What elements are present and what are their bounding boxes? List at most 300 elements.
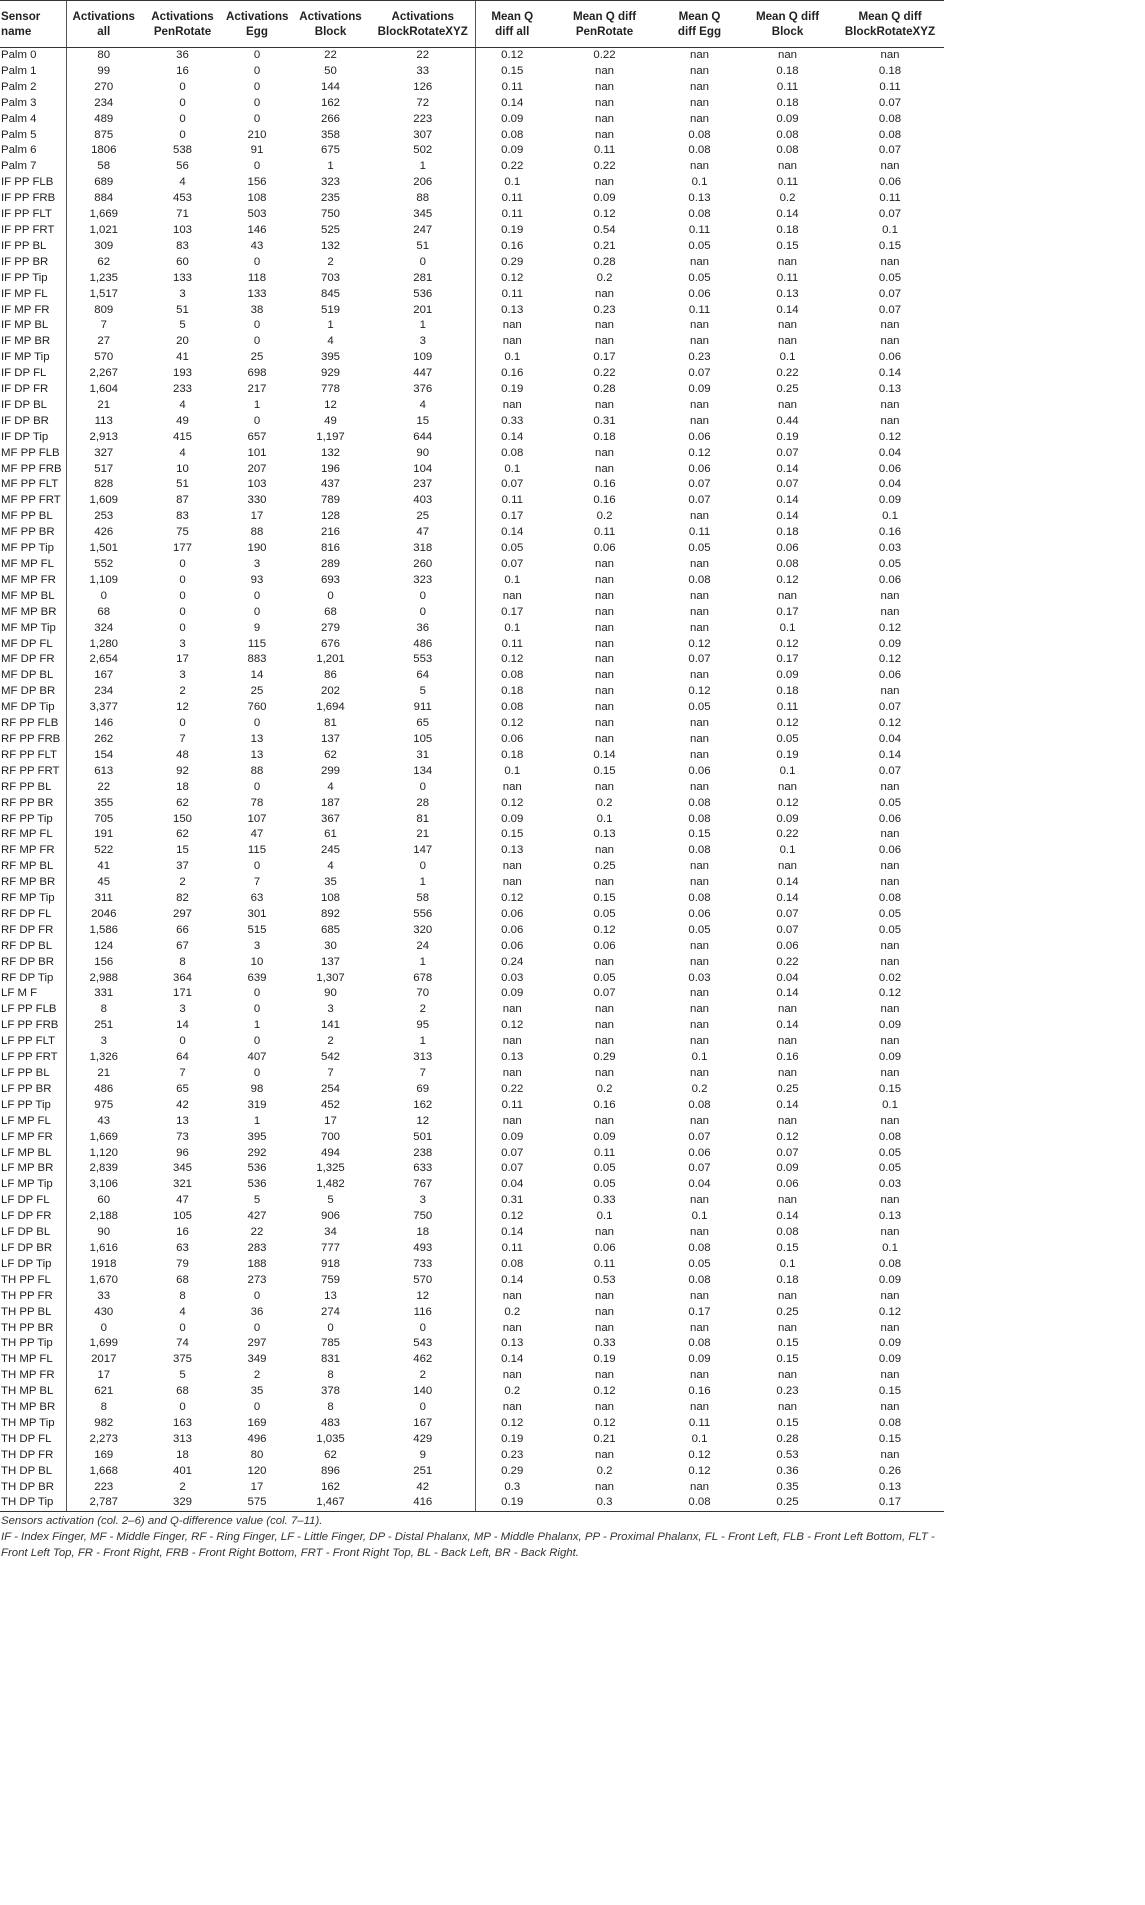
- value-cell: 0.13: [688, 192, 711, 205]
- value-cell: 0.14: [776, 1019, 799, 1032]
- value-cell: 0.09: [475, 986, 549, 1002]
- value-cell: 0.08: [688, 1273, 711, 1286]
- sensor-name-cell: LF MP Tip: [1, 1178, 53, 1191]
- value-cell: 0.12: [475, 48, 549, 64]
- value-cell: 0.05: [593, 1162, 616, 1175]
- value-cell: 0.14: [776, 1098, 799, 1111]
- value-cell: 13: [324, 1289, 337, 1302]
- value-cell: 92: [176, 764, 189, 777]
- value-cell: nan: [594, 637, 614, 650]
- value-cell: 25: [250, 351, 264, 364]
- value-cell: 0.1: [691, 1210, 708, 1223]
- value-cell: 156: [66, 955, 141, 971]
- value-cell: 8: [66, 1002, 141, 1018]
- value-cell: 427: [247, 1210, 267, 1223]
- value-cell: 17: [66, 1368, 141, 1384]
- table-row: [0, 271, 944, 287]
- value-cell: 0.33: [593, 1194, 616, 1207]
- value-cell: 0.12: [688, 1464, 711, 1477]
- table-row: [0, 1209, 944, 1225]
- value-cell: 0.12: [776, 796, 799, 809]
- value-cell: 0.08: [688, 1337, 711, 1350]
- value-cell: 0.08: [688, 128, 711, 141]
- value-cell: 0.18: [776, 64, 799, 77]
- value-cell: 1: [419, 1035, 426, 1048]
- value-cell: 81: [324, 717, 337, 730]
- value-cell: 0.08: [878, 1130, 902, 1143]
- value-cell: 0.12: [593, 1385, 616, 1398]
- value-cell: 22: [66, 780, 141, 796]
- value-cell: nan: [594, 1067, 614, 1079]
- table-row: [0, 398, 944, 414]
- value-cell: 36: [416, 621, 430, 634]
- sensor-name-cell: RF PP BL: [1, 780, 52, 793]
- column-header-line: Activations: [72, 10, 135, 23]
- value-cell: 501: [413, 1130, 433, 1143]
- value-cell: 96: [176, 1146, 189, 1159]
- value-cell: 3: [66, 1034, 141, 1050]
- value-cell: 90: [324, 987, 337, 1000]
- value-cell: 0.17: [593, 351, 616, 364]
- value-cell: nan: [594, 96, 614, 109]
- value-cell: 0.08: [878, 1416, 902, 1429]
- value-cell: 2,839: [66, 1161, 141, 1177]
- value-cell: 0.33: [475, 414, 549, 430]
- value-cell: 0.06: [688, 907, 711, 920]
- value-cell: nan: [880, 589, 900, 602]
- value-cell: nan: [594, 621, 614, 634]
- value-cell: 0.05: [688, 923, 711, 936]
- value-cell: 0.09: [688, 383, 711, 396]
- value-cell: 3: [419, 1194, 426, 1207]
- value-cell: 0: [253, 160, 261, 173]
- value-cell: 120: [247, 1464, 267, 1477]
- table-row: [0, 716, 944, 732]
- value-cell: 0.08: [660, 1495, 739, 1511]
- value-cell: 0.25: [593, 860, 616, 873]
- value-cell: 307: [413, 128, 433, 141]
- value-cell: 0.14: [475, 430, 549, 446]
- value-cell: 201: [413, 303, 433, 316]
- value-cell: 0.2: [596, 796, 613, 809]
- value-cell: 0.09: [878, 494, 902, 507]
- value-cell: 17: [250, 510, 264, 523]
- column-header-line: Activations: [151, 10, 214, 23]
- sensor-name-cell: MF PP FLB: [1, 446, 60, 459]
- sensor-name-cell: RF PP Tip: [1, 812, 53, 825]
- value-cell: 68: [324, 605, 337, 618]
- value-cell: 906: [320, 1210, 340, 1223]
- value-cell: 25: [250, 685, 264, 698]
- value-cell: 5: [179, 319, 186, 332]
- value-cell: 49: [176, 414, 189, 427]
- value-cell: 1,035: [316, 1432, 345, 1445]
- value-cell: 202: [320, 685, 340, 698]
- value-cell: nan: [689, 1401, 709, 1414]
- value-cell: nan: [689, 732, 709, 745]
- value-cell: 309: [66, 239, 141, 255]
- table-row: [0, 382, 944, 398]
- value-cell: 0.1: [475, 350, 549, 366]
- table-row: [0, 1464, 944, 1480]
- table-row: [0, 112, 944, 128]
- abbreviation-legend: IF - Index Finger, MF - Middle Finger, RF - Ring Finger, LF - Little Finger, DP - Distal Phalanx, MP - Middle Phalanx, PP - Proximal Phalanx, FL - Front Left, FLB - Front Left Bottom, FLT - Front Left Top, FR - Front Right, FRB - Front Right Bottom, FRT - Front Right Top, BL - Back Left, BR - Back Right.: [1, 1531, 935, 1560]
- value-cell: nan: [475, 1368, 549, 1384]
- value-cell: 297: [172, 907, 192, 920]
- value-cell: 0: [253, 987, 261, 1000]
- sensor-name-cell: MF PP BL: [1, 510, 53, 523]
- value-cell: 51: [176, 478, 189, 491]
- table-row: [0, 207, 944, 223]
- value-cell: 0: [419, 860, 426, 873]
- value-cell: 0.12: [475, 891, 549, 907]
- value-cell: nan: [777, 49, 797, 61]
- value-cell: 750: [320, 208, 340, 221]
- value-cell: 0.11: [475, 1241, 549, 1257]
- value-cell: 892: [320, 907, 340, 920]
- value-cell: 0.1: [779, 1257, 796, 1270]
- value-cell: nan: [880, 1194, 900, 1207]
- value-cell: 41: [66, 859, 141, 875]
- value-cell: 0: [66, 589, 141, 605]
- value-cell: 281: [413, 271, 433, 284]
- value-cell: 0.15: [688, 828, 711, 841]
- value-cell: 134: [413, 764, 433, 777]
- table-row: [0, 334, 944, 350]
- value-cell: 13: [250, 748, 264, 761]
- value-cell: 3: [179, 669, 186, 682]
- value-cell: nan: [594, 112, 614, 125]
- value-cell: 22: [324, 49, 337, 61]
- value-cell: 69: [416, 1082, 430, 1095]
- value-cell: 543: [413, 1337, 433, 1350]
- table-row: [0, 732, 944, 748]
- value-cell: 0.12: [878, 717, 902, 730]
- value-cell: 93: [250, 573, 264, 586]
- value-cell: 60: [176, 255, 189, 268]
- value-cell: 3: [179, 1003, 186, 1016]
- value-cell: nan: [880, 1003, 900, 1016]
- sensor-name-cell: LF PP BR: [1, 1082, 52, 1095]
- value-cell: 17: [250, 1480, 264, 1493]
- value-cell: 8: [66, 1400, 141, 1416]
- table-row: [0, 1002, 944, 1018]
- value-cell: 0.11: [475, 191, 549, 207]
- value-cell: 137: [320, 732, 340, 745]
- value-cell: 247: [413, 223, 433, 236]
- value-cell: 828: [66, 477, 141, 493]
- value-cell: 0.19: [475, 382, 549, 398]
- value-cell: 0.16: [688, 1385, 711, 1398]
- value-cell: 0.05: [878, 907, 902, 920]
- value-cell: 2,267: [66, 366, 141, 382]
- value-cell: nan: [777, 1401, 797, 1414]
- value-cell: 0.14: [878, 367, 902, 380]
- value-cell: 210: [247, 128, 267, 141]
- value-cell: 0.36: [776, 1464, 799, 1477]
- value-cell: 1,280: [66, 637, 141, 653]
- value-cell: 0.06: [878, 812, 902, 825]
- value-cell: 0.11: [776, 271, 799, 284]
- table-row: [0, 477, 944, 493]
- value-cell: 0: [253, 319, 261, 332]
- value-cell: 0.08: [688, 844, 711, 857]
- value-cell: 0.12: [776, 637, 799, 650]
- value-cell: 33: [416, 64, 430, 77]
- value-cell: 0.14: [776, 303, 799, 316]
- sensor-name-cell: TH PP FR: [1, 1289, 53, 1302]
- column-header-line: PenRotate: [153, 25, 212, 38]
- value-cell: 0: [419, 780, 426, 793]
- value-cell: nan: [594, 64, 614, 77]
- value-cell: 162: [413, 1098, 433, 1111]
- value-cell: 71: [176, 208, 189, 221]
- value-cell: 43: [66, 1114, 141, 1130]
- table-row: [0, 80, 944, 96]
- value-cell: nan: [689, 112, 709, 125]
- value-cell: 0.04: [475, 1177, 549, 1193]
- value-cell: 378: [320, 1385, 340, 1398]
- value-cell: 733: [413, 1257, 433, 1270]
- value-cell: 0.12: [878, 430, 902, 443]
- value-cell: nan: [880, 414, 900, 427]
- value-cell: nan: [689, 1289, 709, 1302]
- value-cell: nan: [594, 701, 614, 714]
- value-cell: 0.08: [688, 1241, 711, 1254]
- value-cell: 517: [66, 462, 141, 478]
- value-cell: nan: [475, 334, 549, 350]
- value-cell: 217: [247, 383, 267, 396]
- value-cell: 0.12: [475, 652, 549, 668]
- table-row: [0, 1495, 944, 1511]
- column-header-line: Block: [771, 25, 804, 38]
- value-cell: 0.11: [688, 223, 711, 236]
- value-cell: nan: [880, 860, 900, 873]
- value-cell: 223: [413, 112, 433, 125]
- value-cell: 154: [66, 748, 141, 764]
- value-cell: nan: [594, 653, 614, 666]
- value-cell: 0.14: [776, 462, 799, 475]
- sensor-name-cell: MF MP FR: [1, 573, 56, 586]
- value-cell: 75: [176, 526, 189, 539]
- value-cell: nan: [880, 1369, 900, 1382]
- value-cell: 407: [247, 1051, 267, 1064]
- column-header: [739, 1, 836, 48]
- value-cell: 115: [247, 844, 267, 857]
- sensor-name-cell: LF MP BR: [1, 1162, 54, 1175]
- sensor-name-cell: LF PP BL: [1, 1067, 50, 1079]
- value-cell: 103: [172, 223, 192, 236]
- value-cell: 0.2: [596, 1464, 613, 1477]
- value-cell: 489: [66, 112, 141, 128]
- value-cell: 0.31: [475, 1193, 549, 1209]
- value-cell: 0.1: [882, 510, 898, 523]
- sensor-name-cell: MF MP Tip: [1, 621, 56, 634]
- value-cell: 2: [179, 876, 186, 889]
- value-cell: 395: [247, 1130, 267, 1143]
- value-cell: 0.35: [776, 1480, 799, 1493]
- value-cell: 0.1: [475, 175, 549, 191]
- value-cell: 4: [327, 335, 334, 348]
- value-cell: nan: [689, 748, 709, 761]
- sensor-name-cell: RF MP BR: [1, 876, 56, 889]
- value-cell: 689: [66, 175, 141, 191]
- value-cell: 0.08: [475, 1257, 549, 1273]
- value-cell: 128: [320, 510, 340, 523]
- sensor-name-cell: TH MP Tip: [1, 1416, 55, 1429]
- value-cell: 685: [320, 923, 340, 936]
- value-cell: 0: [419, 1401, 426, 1414]
- value-cell: 575: [224, 1495, 290, 1511]
- value-cell: 0.16: [593, 1098, 616, 1111]
- table-row: [0, 923, 944, 939]
- value-cell: 493: [413, 1241, 433, 1254]
- value-cell: 0.25: [776, 1082, 799, 1095]
- table-row: [0, 843, 944, 859]
- value-cell: 108: [320, 892, 340, 905]
- value-cell: 0.12: [593, 1416, 616, 1429]
- value-cell: 5: [327, 1194, 334, 1207]
- value-cell: 0.06: [593, 939, 616, 952]
- value-cell: 613: [66, 764, 141, 780]
- value-cell: 1,326: [66, 1050, 141, 1066]
- value-cell: 0.07: [878, 96, 902, 109]
- value-cell: 7: [419, 1067, 426, 1079]
- value-cell: 0.11: [879, 80, 901, 93]
- sensor-name-cell: IF MP FL: [1, 287, 48, 300]
- value-cell: 0.06: [688, 287, 711, 300]
- value-cell: nan: [880, 1067, 900, 1079]
- value-cell: 452: [320, 1098, 340, 1111]
- sensor-name-cell: LF PP FRB: [1, 1019, 59, 1032]
- value-cell: 0.14: [475, 1225, 549, 1241]
- value-cell: 0.18: [475, 684, 549, 700]
- table-caption: Sensors activation (col. 2–6) and Q-difference value (col. 7–11).: [1, 1515, 323, 1528]
- value-cell: nan: [475, 1400, 549, 1416]
- value-cell: 12: [416, 1289, 430, 1302]
- table-row: [0, 255, 944, 271]
- value-cell: 0.1: [475, 573, 549, 589]
- value-cell: 234: [66, 684, 141, 700]
- value-cell: 0.12: [688, 637, 711, 650]
- sensor-name-cell: TH MP BL: [1, 1385, 54, 1398]
- value-cell: nan: [777, 1321, 797, 1334]
- value-cell: nan: [594, 1003, 614, 1016]
- value-cell: 8: [327, 1369, 334, 1382]
- value-cell: 0.19: [475, 1432, 549, 1448]
- value-cell: 0: [179, 1401, 186, 1414]
- value-cell: 43: [250, 239, 264, 252]
- value-cell: 0.12: [776, 1130, 799, 1143]
- value-cell: 223: [66, 1480, 141, 1496]
- value-cell: 90: [66, 1225, 141, 1241]
- value-cell: 20: [176, 335, 189, 348]
- value-cell: 0.23: [593, 303, 616, 316]
- value-cell: nan: [594, 398, 614, 411]
- table-row: [0, 1480, 944, 1496]
- value-cell: 207: [247, 462, 267, 475]
- table-row: [0, 1400, 944, 1416]
- table-row: [0, 684, 944, 700]
- value-cell: 2: [419, 1369, 426, 1382]
- sensor-name-cell: TH PP FL: [1, 1273, 51, 1286]
- value-cell: 570: [413, 1273, 433, 1286]
- value-cell: 49: [324, 414, 337, 427]
- value-cell: 375: [172, 1353, 192, 1366]
- value-cell: nan: [777, 589, 797, 602]
- value-cell: 58: [66, 159, 141, 175]
- value-cell: 0.12: [475, 1209, 549, 1225]
- value-cell: 63: [250, 892, 264, 905]
- value-cell: 0.22: [475, 159, 549, 175]
- sensor-name-cell: IF PP FLT: [1, 208, 52, 221]
- value-cell: 0.17: [776, 653, 799, 666]
- value-cell: 0.07: [688, 653, 711, 666]
- value-cell: 778: [320, 383, 340, 396]
- value-cell: nan: [689, 1114, 709, 1127]
- value-cell: 0.06: [878, 573, 902, 586]
- value-cell: 0.14: [475, 1352, 549, 1368]
- value-cell: 0.08: [475, 128, 549, 144]
- sensor-name-cell: RF PP FRB: [1, 732, 61, 745]
- column-header: [371, 1, 475, 48]
- value-cell: 109: [413, 351, 433, 364]
- sensor-name-cell: IF PP FRT: [1, 223, 55, 236]
- sensor-name-cell: TH PP BR: [1, 1321, 54, 1334]
- value-cell: nan: [689, 49, 709, 61]
- value-cell: 0: [253, 414, 261, 427]
- value-cell: 331: [66, 986, 141, 1002]
- value-cell: 3: [419, 335, 426, 348]
- table-row: [0, 939, 944, 955]
- table-row: [0, 446, 944, 462]
- table-row: [0, 191, 944, 207]
- value-cell: 262: [66, 732, 141, 748]
- sensor-name-cell: LF MP FL: [1, 1114, 51, 1127]
- table-row: [0, 223, 944, 239]
- value-cell: 62: [66, 255, 141, 271]
- value-cell: nan: [475, 1114, 549, 1130]
- value-cell: 1: [253, 1019, 261, 1032]
- value-cell: 0.53: [776, 1448, 799, 1461]
- value-cell: 0.15: [878, 239, 902, 252]
- value-cell: 162: [320, 96, 340, 109]
- value-cell: 0.05: [593, 971, 616, 984]
- sensor-name-cell: Palm 2: [1, 80, 37, 93]
- value-cell: 0.15: [878, 1082, 902, 1095]
- value-cell: 188: [247, 1257, 267, 1270]
- value-cell: 101: [247, 446, 267, 459]
- table-row: [0, 430, 944, 446]
- value-cell: 0.07: [878, 303, 902, 316]
- value-cell: 133: [247, 287, 267, 300]
- sensor-name-cell: RF PP BR: [1, 796, 54, 809]
- value-cell: 1,307: [316, 971, 345, 984]
- value-cell: 0.33: [593, 1337, 616, 1350]
- value-cell: 9: [253, 621, 261, 634]
- value-cell: 113: [66, 414, 141, 430]
- value-cell: 1,586: [66, 923, 141, 939]
- value-cell: nan: [594, 573, 614, 586]
- value-cell: 38: [250, 303, 264, 316]
- value-cell: 0.25: [739, 1495, 836, 1511]
- value-cell: 1: [253, 398, 261, 411]
- table-row: [0, 525, 944, 541]
- value-cell: 0.09: [475, 143, 549, 159]
- value-cell: 0.15: [878, 1432, 902, 1445]
- value-cell: 68: [176, 1273, 189, 1286]
- sensor-name-cell: TH MP FL: [1, 1353, 53, 1366]
